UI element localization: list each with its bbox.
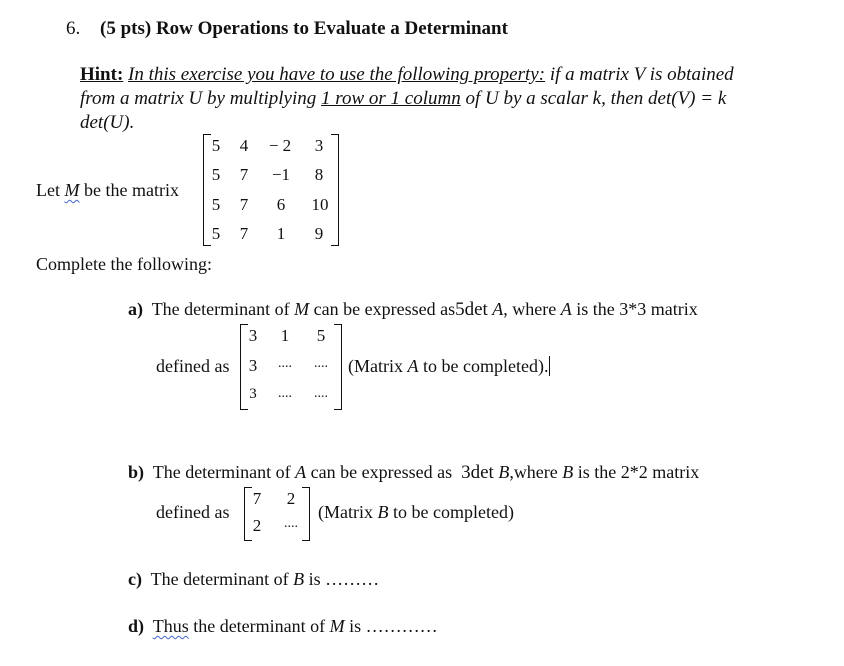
matrix-m-cell: 7 bbox=[239, 165, 249, 184]
part-a-expr: 5det bbox=[455, 299, 488, 320]
part-c-line bbox=[128, 569, 379, 590]
matrix-a-cell: .... bbox=[278, 356, 292, 371]
part-d-thus: Thus bbox=[152, 616, 189, 636]
part-a-line bbox=[128, 299, 698, 321]
part-a-note bbox=[348, 356, 550, 377]
part-b-defined-as: defined as bbox=[156, 502, 230, 522]
matrix-m-label bbox=[36, 180, 179, 201]
part-d-var-m: M bbox=[329, 616, 345, 636]
part-a-var-a2: A bbox=[560, 299, 572, 319]
hint-line1-rest: if a matrix V is obtained bbox=[549, 64, 734, 85]
matrix-m-label-prefix: Let bbox=[36, 180, 60, 200]
part-b-expr: 3det bbox=[461, 462, 494, 483]
instruction: Complete the following: bbox=[36, 254, 212, 274]
part-c-letter: c) bbox=[128, 569, 142, 589]
matrix-b bbox=[244, 487, 310, 541]
part-a-note-suffix: to be completed). bbox=[422, 356, 549, 376]
part-a-defined-as: defined as bbox=[156, 356, 230, 376]
matrix-a-cell: .... bbox=[278, 386, 292, 401]
hint-line2-a: from a matrix U by multiplying bbox=[80, 88, 317, 109]
part-a-note-prefix: (Matrix bbox=[348, 356, 403, 376]
part-b-line bbox=[128, 462, 699, 484]
matrix-a-cell: .... bbox=[314, 356, 328, 371]
part-c-var-b: B bbox=[293, 569, 305, 589]
matrix-a-cell: 5 bbox=[316, 326, 326, 345]
part-a-var-m: M bbox=[294, 299, 310, 319]
matrix-m-cell: 4 bbox=[239, 136, 249, 155]
matrix-m-label-suffix: be the matrix bbox=[84, 180, 179, 200]
part-a-letter: a) bbox=[128, 299, 143, 319]
matrix-a-cell: 3 bbox=[249, 386, 257, 402]
matrix-m-cell: 5 bbox=[211, 195, 221, 214]
part-a-text2: can be expressed as bbox=[313, 299, 456, 319]
hint-line2-c: of U by a scalar k, then det(V) = k bbox=[465, 88, 727, 109]
matrix-m-cell: 5 bbox=[211, 165, 221, 184]
part-b-note-var: B bbox=[377, 502, 389, 522]
matrix-a-cell: 3 bbox=[248, 356, 258, 375]
hint-row-or-column: 1 row or 1 column bbox=[321, 88, 461, 109]
part-b-note-suffix: to be completed) bbox=[392, 502, 514, 522]
part-a-text3: , where bbox=[503, 299, 557, 319]
matrix-a-cell: 3 bbox=[248, 326, 258, 345]
part-b-text4: is the 2*2 matrix bbox=[577, 462, 700, 482]
matrix-m-cell: 9 bbox=[314, 224, 324, 243]
matrix-m-cell: 3 bbox=[314, 136, 324, 155]
matrix-m-cell: −1 bbox=[271, 165, 291, 184]
matrix-m-cell: 7 bbox=[239, 195, 249, 214]
part-b-letter: b) bbox=[128, 462, 145, 482]
matrix-a-cell: 1 bbox=[280, 326, 290, 345]
part-d-line bbox=[128, 616, 438, 637]
matrix-m-cell: 7 bbox=[239, 224, 249, 243]
matrix-m-cell: 1 bbox=[276, 224, 286, 243]
hint-label: Hint: bbox=[80, 64, 124, 85]
matrix-m bbox=[203, 134, 339, 246]
part-d-letter: d) bbox=[128, 616, 145, 636]
part-b-var-a: A bbox=[295, 462, 307, 482]
part-d-text2: is ………… bbox=[349, 616, 438, 636]
part-a-text4: is the 3*3 matrix bbox=[576, 299, 698, 319]
part-d-text1: the determinant of bbox=[193, 616, 326, 636]
part-b-note bbox=[318, 502, 514, 523]
matrix-m-cell: − 2 bbox=[268, 136, 292, 155]
part-c-text2: is ……… bbox=[308, 569, 380, 589]
matrix-b-cell: 2 bbox=[286, 489, 296, 508]
part-b-text1: The determinant of bbox=[152, 462, 291, 482]
part-a-text1: The determinant of bbox=[151, 299, 290, 319]
part-b-text2: can be expressed as bbox=[310, 462, 453, 482]
matrix-a bbox=[240, 324, 342, 410]
hint-property-intro: In this exercise you have to use the following property: bbox=[128, 64, 546, 85]
part-a-note-var: A bbox=[407, 356, 419, 376]
matrix-m-cell: 6 bbox=[276, 195, 286, 214]
question-title: (5 pts) Row Operations to Evaluate a Determinant bbox=[100, 18, 508, 39]
matrix-m-cell: 5 bbox=[211, 136, 221, 155]
part-b-note-prefix: (Matrix bbox=[318, 502, 373, 522]
matrix-m-cell: 5 bbox=[211, 224, 221, 243]
part-c-text1: The determinant of bbox=[150, 569, 289, 589]
hint-line-2 bbox=[80, 88, 726, 110]
part-a-var-a: A bbox=[492, 299, 504, 319]
matrix-a-cell: .... bbox=[314, 386, 328, 401]
matrix-m-cell: 10 bbox=[311, 195, 329, 214]
part-b-var-b2: B bbox=[562, 462, 574, 482]
matrix-b-cell: 7 bbox=[252, 489, 262, 508]
matrix-b-cell: .... bbox=[284, 516, 298, 531]
hint-line-3: det(U). bbox=[80, 112, 135, 133]
matrix-m-cell: 8 bbox=[314, 165, 324, 184]
part-b-var-b: B bbox=[498, 462, 510, 482]
hint-line-1 bbox=[80, 64, 734, 86]
question-number: 6. bbox=[66, 18, 81, 39]
matrix-b-cell: 2 bbox=[252, 516, 262, 535]
matrix-m-var: M bbox=[64, 180, 80, 200]
part-b-text3: ,where bbox=[509, 462, 558, 482]
text-cursor bbox=[549, 356, 550, 376]
